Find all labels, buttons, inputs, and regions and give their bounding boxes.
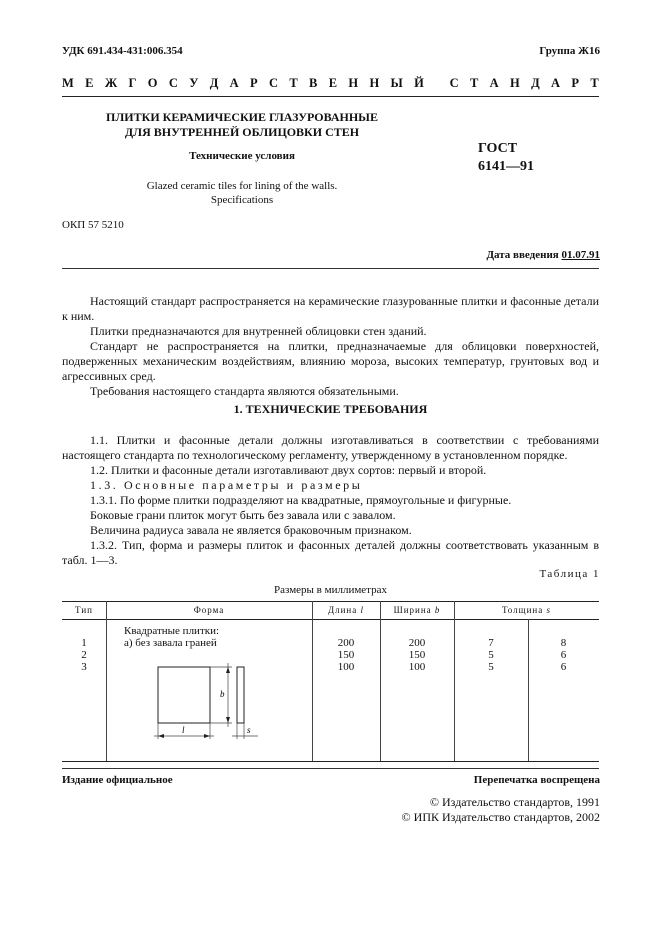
- english-title: [62, 179, 422, 207]
- intro-text: [62, 294, 599, 399]
- table-cell-length: 100: [337, 661, 355, 673]
- date-rule: [62, 268, 599, 269]
- section-paragraph: 1.2. Плитки и фасонные детали изготавливают двух сортов: первый и второй.: [90, 463, 487, 477]
- column-header-type: Тип: [75, 605, 93, 615]
- tile-face: [158, 667, 210, 723]
- arrow-icon: [204, 734, 210, 738]
- section-paragraph: 1.3.1. По форме плитки подразделяют на квадратные, прямоугольные и фигурные.: [90, 493, 512, 507]
- column-header-length-text: Длина: [327, 605, 358, 615]
- title-line-2: ДЛЯ ВНУТРЕННЕЙ ОБЛИЦОВКИ СТЕН: [124, 125, 360, 139]
- section-paragraph: 1.1. Плитки и фасонные детали должны изготавливаться в соответствии с требованиями настоящего стандарта по технологическому регламенту, утвержденному в установленном порядке.: [62, 433, 599, 462]
- thickness-column-1: [454, 637, 528, 673]
- effective-date: [486, 249, 600, 261]
- intro-paragraph: Плитки предназначаются для внутренней облицовки стен зданий.: [90, 324, 427, 338]
- heading-letter: Й: [414, 76, 424, 90]
- length-symbol: l: [360, 605, 365, 615]
- okp-code: ОКП 57 5210: [62, 219, 124, 231]
- title-line-1: ПЛИТКИ КЕРАМИЧЕСКИЕ ГЛАЗУРОВАННЫЕ: [106, 110, 378, 124]
- copyright-line-2: © ИПК Издательство стандартов, 2002: [401, 810, 600, 824]
- table-cell-width: 150: [408, 649, 426, 661]
- table-cell-width: 200: [408, 637, 426, 649]
- table-cell-thickness: 5: [488, 649, 494, 661]
- table-cell-type: 2: [81, 649, 87, 661]
- heading-letter: Д: [531, 76, 540, 90]
- table-cell-length: 200: [337, 637, 355, 649]
- type-column: [62, 637, 106, 673]
- document-title: [62, 110, 422, 140]
- table-header-rule: [62, 619, 599, 620]
- table-cell-thickness: 7: [488, 637, 494, 649]
- length-column: [312, 637, 380, 673]
- column-header-thickness: [454, 605, 599, 615]
- form-description: [124, 625, 219, 649]
- heading-letter: А: [489, 76, 499, 90]
- thickness-column-2: [528, 637, 599, 673]
- tile-side: [237, 667, 244, 723]
- effective-date-value: 01.07.91: [561, 249, 600, 261]
- heading-letter: Н: [348, 76, 359, 90]
- form-line-2: а) без завала граней: [124, 637, 217, 649]
- reprint-prohibited: Перепечатка воспрещена: [473, 774, 600, 786]
- table-units: Размеры в миллиметрах: [274, 584, 387, 596]
- effective-date-label: Дата введения: [486, 249, 559, 261]
- section-paragraph: 1.3. Основные параметры и размеры: [90, 478, 363, 492]
- width-symbol: b: [434, 605, 441, 615]
- table-cell-length: 150: [337, 649, 355, 661]
- form-line-1: Квадратные плитки:: [124, 625, 220, 637]
- standard-type-heading: [62, 76, 599, 91]
- tile-drawing: [148, 661, 318, 745]
- english-title-line-2: Specifications: [210, 194, 274, 206]
- heading-letter: А: [551, 76, 561, 90]
- table-cell-thickness: 8: [560, 637, 567, 649]
- heading-letter: С: [269, 76, 279, 90]
- column-header-thickness-text: Толщина: [501, 605, 544, 615]
- heading-letter: Н: [510, 76, 520, 90]
- document-subtitle: Технические условия: [189, 150, 295, 162]
- heading-letter: О: [147, 76, 158, 90]
- heading-letter: Ы: [390, 76, 403, 90]
- footer-rule: [62, 768, 599, 769]
- official-edition: Издание официальное: [62, 774, 173, 786]
- heading-letter: [435, 76, 438, 91]
- copyright-line-1: © Издательство стандартов, 1991: [429, 795, 600, 809]
- table-divider: [454, 601, 455, 761]
- table-cell-thickness: 6: [560, 661, 567, 673]
- section-heading: 1. ТЕХНИЧЕСКИЕ ТРЕБОВАНИЯ: [233, 402, 428, 416]
- table-cell-thickness: 6: [560, 649, 567, 661]
- english-title-line-1: Glazed ceramic tiles for lining of the walls.: [146, 180, 338, 192]
- heading-letter: Н: [369, 76, 380, 90]
- width-label: b: [220, 689, 225, 699]
- table-cell-type: 3: [81, 661, 87, 673]
- arrow-icon: [226, 717, 230, 723]
- table-1: [62, 601, 599, 761]
- table-divider: [380, 601, 381, 761]
- copyright: [402, 795, 600, 825]
- heading-letter: М: [62, 76, 74, 90]
- arrow-icon: [158, 734, 164, 738]
- heading-letter: Е: [85, 76, 94, 90]
- heading-letter: Р: [571, 76, 580, 90]
- column-header-width-text: Ширина: [393, 605, 432, 615]
- table-divider: [106, 601, 107, 761]
- width-column: [380, 637, 454, 673]
- section-text: [62, 433, 599, 568]
- top-rule: [62, 96, 599, 97]
- length-label: l: [182, 725, 185, 735]
- column-header-width: [380, 605, 454, 615]
- heading-letter: С: [449, 76, 459, 90]
- section-paragraph: Величина радиуса завала не является браковочным признаком.: [90, 523, 412, 537]
- heading-letter: В: [309, 76, 318, 90]
- intro-paragraph: Требования настоящего стандарта являются обязательными.: [90, 384, 399, 398]
- heading-letter: С: [168, 76, 178, 90]
- table-cell-thickness: 5: [488, 661, 494, 673]
- thickness-label: s: [247, 725, 251, 735]
- gost-number: 6141—91: [478, 159, 534, 174]
- heading-letter: У: [189, 76, 199, 90]
- intro-paragraph: Стандарт не распространяется на плитки, предназначаемые для облицовки поверхностей, подверженных механическим воздействиям, влиянию мороза, высоких температур, грунтовых вод и агрессивных сред.: [62, 339, 599, 383]
- section-paragraph: 1.3.2. Тип, форма и размеры плиток и фасонных деталей должны соответствовать указанным в табл. 1—3.: [62, 538, 599, 567]
- section-paragraph: Боковые грани плиток могут быть без завала или с завалом.: [90, 508, 396, 522]
- heading-letter: Г: [128, 76, 137, 90]
- heading-letter: Д: [209, 76, 219, 90]
- table-bottom-rule: [62, 761, 599, 762]
- gost-designation: [478, 140, 534, 176]
- table-cell-width: 100: [408, 661, 426, 673]
- udk-code: УДК 691.434-431:006.354: [62, 45, 183, 57]
- table-top-rule: [62, 601, 599, 602]
- heading-letter: Т: [590, 76, 599, 90]
- table-cell-type: 1: [81, 637, 87, 649]
- group-code: Группа Ж16: [539, 45, 600, 57]
- table-label: Таблица 1: [539, 568, 600, 580]
- intro-paragraph: Настоящий стандарт распространяется на керамические глазурованные плитки и фасонные детали к ним.: [62, 294, 599, 323]
- thickness-symbol: s: [546, 605, 552, 615]
- heading-letter: А: [229, 76, 239, 90]
- heading-letter: Т: [469, 76, 479, 90]
- heading-letter: Е: [328, 76, 338, 90]
- heading-letter: Т: [289, 76, 298, 90]
- arrow-icon: [226, 667, 230, 673]
- gost-label: ГОСТ: [478, 141, 518, 156]
- heading-letter: Р: [250, 76, 258, 90]
- heading-letter: Ж: [104, 76, 118, 90]
- column-header-form: Форма: [193, 605, 225, 615]
- column-header-length: [312, 605, 380, 615]
